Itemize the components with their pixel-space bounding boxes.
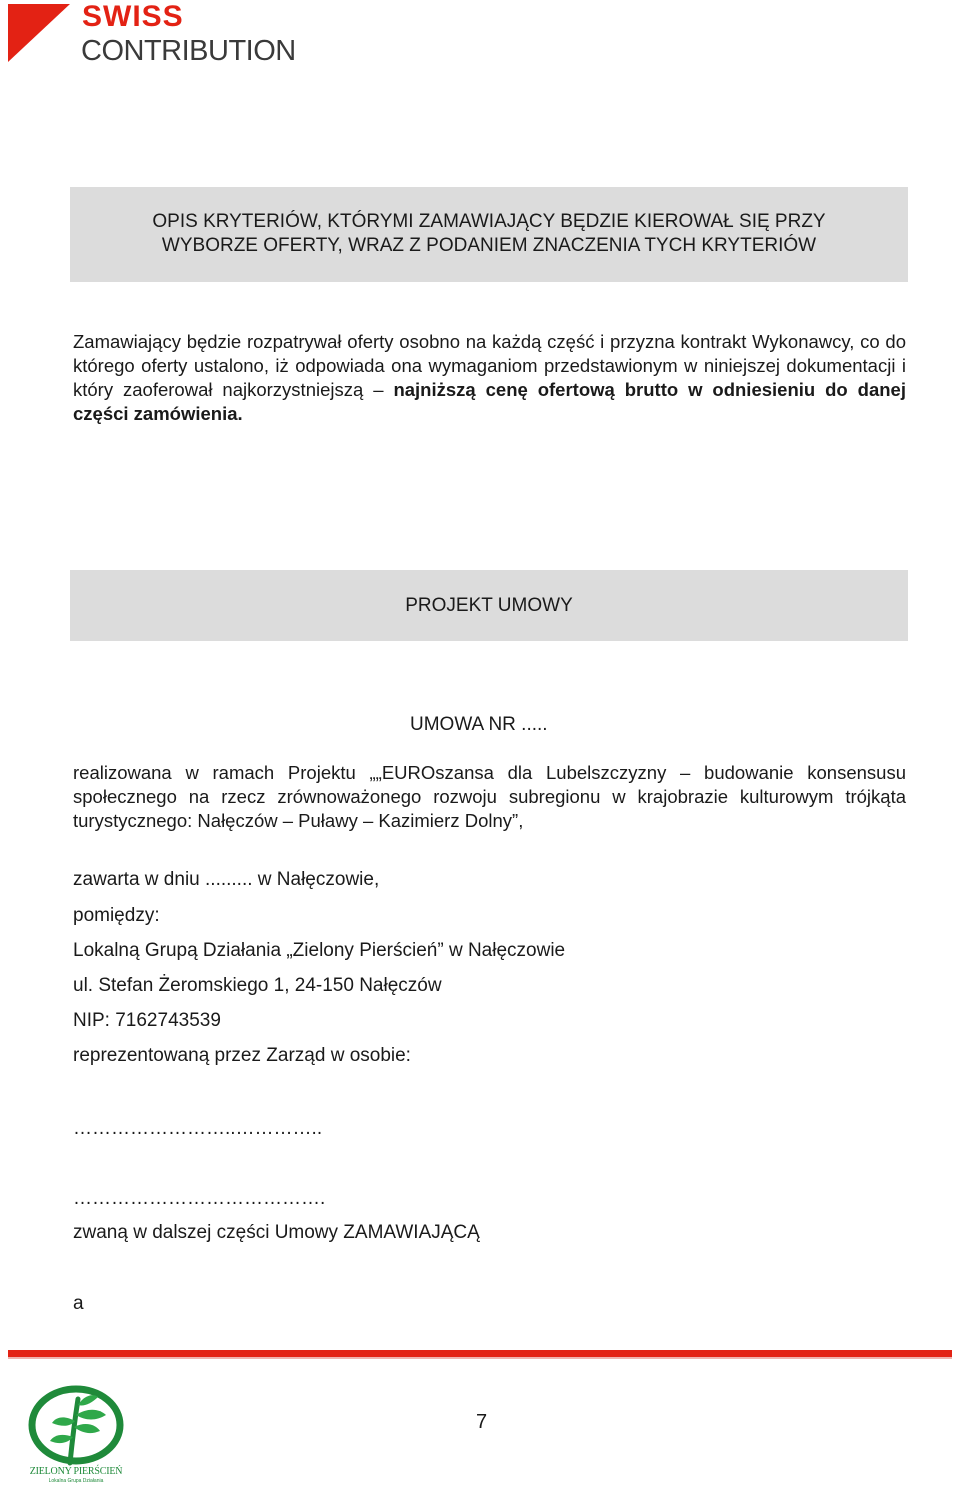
logo-text-swiss: SWISS	[82, 0, 184, 33]
agreement-number: UMOWA NR .....	[410, 714, 548, 735]
and-conjunction: a	[73, 1293, 84, 1314]
footer-logo-subtitle: Lokalna Grupa Działania	[48, 1478, 104, 1484]
footer-logo-name: ZIELONY PIERŚCIEŃ	[29, 1466, 123, 1477]
signature-placeholder-1: ……………………..…………..	[73, 1118, 323, 1139]
organization-name: Lokalną Grupą Działania „Zielony Pierścień” w Nałęczowie	[73, 940, 566, 961]
organization-nip: NIP: 7162743539	[73, 1010, 221, 1031]
page-number: 7	[476, 1411, 488, 1433]
organization-address: ul. Stefan Żeromskiego 1, 24-150 Nałęczów	[73, 975, 442, 996]
criteria-paragraph	[73, 330, 906, 426]
criteria-heading	[70, 210, 908, 258]
swiss-contribution-logo	[8, 0, 308, 67]
logo-text-contribution: CONTRIBUTION	[81, 35, 296, 67]
criteria-paragraph-bold: najniższą cenę ofertową brutto w odniesieniu do danej części zamówienia.	[73, 379, 906, 424]
contract-heading: PROJEKT UMOWY	[405, 595, 573, 616]
project-paragraph: realizowana w ramach Projektu „„EUROszansa dla Lubelszczyzny – budowanie konsensusu społecznego na rzecz zrównoważonego rozwoju subregionu w krajobrazie kulturowym trójkąta turystycznego: Nałęczów – Puławy – Kazimierz Dolny”,	[73, 762, 906, 831]
party-designation: zwaną w dalszej części Umowy ZAMAWIAJĄCĄ	[73, 1222, 480, 1243]
contract-heading-box	[70, 570, 908, 641]
footer-divider	[8, 1350, 952, 1357]
signed-date-line: zawarta w dniu ......... w Nałęczowie,	[73, 869, 380, 890]
signature-placeholder-2: ………………………………….	[73, 1188, 326, 1209]
between-label: pomiędzy:	[73, 905, 160, 926]
criteria-heading-line1: OPIS KRYTERIÓW, KTÓRYMI ZAMAWIAJĄCY BĘDZIE KIEROWAŁ SIĘ PRZY	[152, 211, 826, 232]
represented-by-line: reprezentowaną przez Zarząd w osobie:	[73, 1045, 411, 1066]
criteria-paragraph-text: Zamawiający będzie rozpatrywał oferty osobno na każdą część i przyzna kontrakt Wykonawcy, co do którego oferty ustalono, iż odpowiada ona wymaganiom przedstawionym w niniejszej dokumentacji i który zaoferował najkorzystniejszą –	[73, 331, 906, 400]
criteria-heading-box	[70, 187, 908, 282]
swiss-flag-icon	[8, 4, 70, 62]
criteria-heading-line2: WYBORZE OFERTY, WRAZ Z PODANIEM ZNACZENIA TYCH KRYTERIÓW	[161, 235, 817, 256]
